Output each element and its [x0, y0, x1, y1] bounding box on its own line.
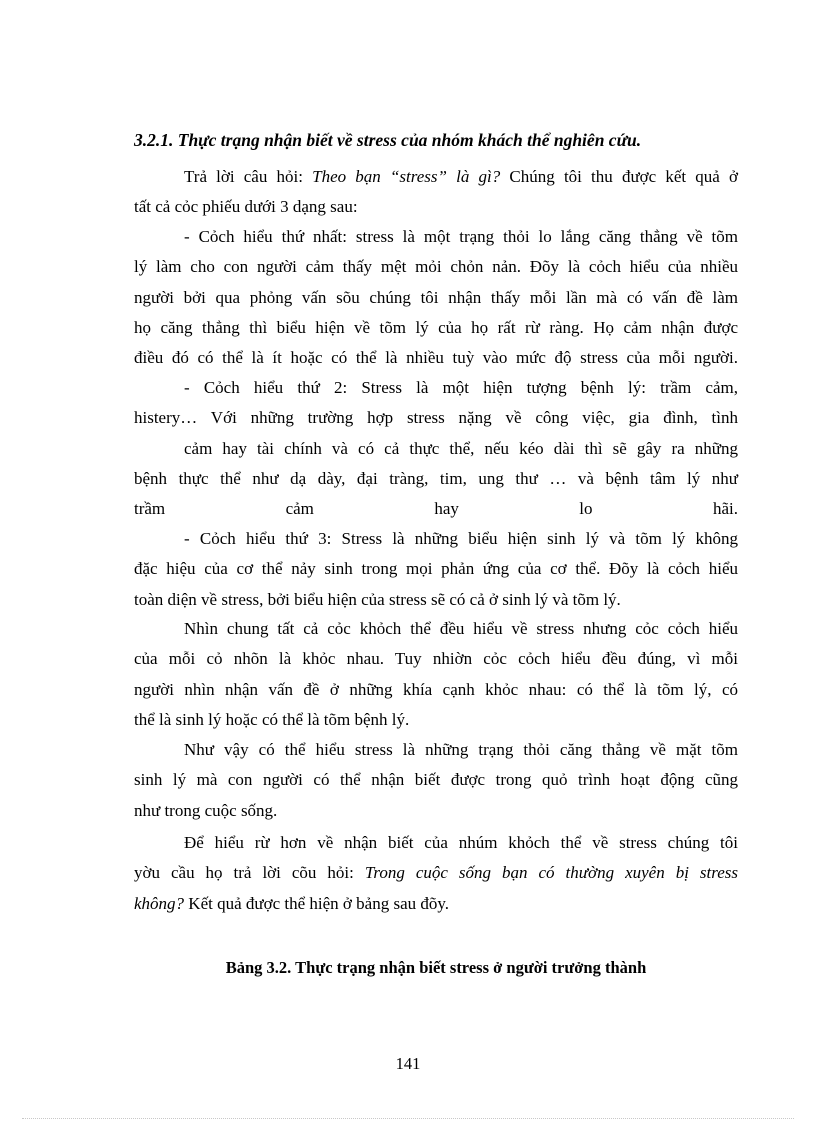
survey-question: Trong cuộc sống bạn có thường xuyên bị stress [364, 863, 738, 883]
intro-paragraph [134, 162, 738, 223]
summary-line: Nhìn chung tất cả cỏc khỏch thể đều hiểu về stress nhưng cỏc cỏch hiểu [184, 619, 738, 638]
way1-line: họ căng thẳng thì biểu hiện về tõm lý của họ rất rừ ràng. Họ cảm nhận được [134, 317, 738, 337]
survey-question-end: không? [134, 893, 185, 913]
table-caption: Bảng 3.2. Thực trạng nhận biết stress ở người trưởng thành [225, 958, 647, 977]
way3-paragraph [134, 524, 738, 615]
way3-line: - Cỏch hiểu thứ 3: Stress là những biểu hiện sinh lý và tõm lý không [184, 529, 738, 548]
way2-line: bệnh thực thể như dạ dày, đại tràng, tim, ung thư … và bệnh tâm lý như [134, 468, 738, 488]
question-paragraph [134, 828, 738, 919]
page-number: 141 [395, 1054, 421, 1073]
way1-line: điều đó có thể là ít hoặc có thể là nhiều tuỳ vào mức độ stress của mỗi người. [134, 348, 738, 368]
summary-line: người nhìn nhận vấn đề ở những khía cạnh khỏc nhau: có thể là tõm lý, có [134, 679, 738, 699]
summary-line: thể là sinh lý hoặc có thể là tõm bệnh lý. [134, 709, 410, 729]
footer-divider [22, 1118, 794, 1119]
question-line-3: không? Kết quả được thể hiện ở bảng sau đõy. [134, 893, 450, 913]
section-heading: 3.2.1. Thực trạng nhận biết về stress của nhóm khách thể nghiên cứu. [134, 130, 642, 150]
way1-line: lý làm cho con người cảm thấy mệt mỏi chỏn nản. Đõy là cỏch hiểu của nhiều [134, 257, 738, 277]
conclusion-line: như trong cuộc sống. [134, 800, 278, 820]
way2-paragraph [134, 373, 738, 524]
way1-line: người bởi qua phỏng vấn sõu chúng tôi nhận thấy mỗi lần mà có vấn đề làm [134, 287, 738, 307]
way1-paragraph [134, 222, 738, 373]
question-line-1: Để hiểu rừ hơn về nhận biết của nhúm khỏch thể về stress chúng tôi [184, 833, 738, 852]
way3-line: toàn diện về stress, bởi biểu hiện của stress sẽ có cả ở sinh lý và tõm lý. [134, 589, 621, 609]
way1-line: - Cỏch hiểu thứ nhất: stress là một trạng thỏi lo lắng căng thẳng về tõm [184, 227, 738, 246]
conclusion-line: sinh lý mà con người có thể nhận biết được trong quỏ trình hoạt động cũng [134, 770, 738, 790]
summary-paragraph [134, 614, 738, 735]
intro-line-1: Trả lời câu hỏi: Theo bạn “stress” là gì? Chúng tôi thu được kết quả ở [184, 167, 738, 186]
way2-last-line: trầm cảm hay lo hãi. [134, 499, 738, 519]
way2-line: cảm hay tài chính và có cả thực thể, nếu kéo dài thì sẽ gây ra những [184, 438, 738, 458]
way3-line: đặc hiệu của cơ thể nảy sinh trong mọi phản ứng của cơ thể. Đõy là cỏch hiểu [134, 559, 738, 579]
intro-question: Theo bạn “stress” là gì? [312, 167, 501, 186]
summary-line: của mỗi cỏ nhõn là khỏc nhau. Tuy nhiờn cỏc cỏch hiểu đều đúng, vì mỗi [134, 649, 738, 669]
conclusion-line: Như vậy có thể hiểu stress là những trạng thỏi căng thẳng về mặt tõm [184, 740, 738, 759]
conclusion-paragraph [134, 735, 738, 826]
question-line-2: yờu cầu họ trả lời cõu hỏi: Trong cuộc sống bạn có thường xuyên bị stress [134, 863, 738, 883]
way2-line: - Cỏch hiểu thứ 2: Stress là một hiện tượng bệnh lý: trầm cảm, [184, 378, 738, 397]
intro-line-2: tất cả cỏc phiếu dưới 3 dạng sau: [134, 197, 358, 217]
way2-line: histery… Với những trường hợp stress nặng về công việc, gia đình, tình [134, 408, 738, 428]
